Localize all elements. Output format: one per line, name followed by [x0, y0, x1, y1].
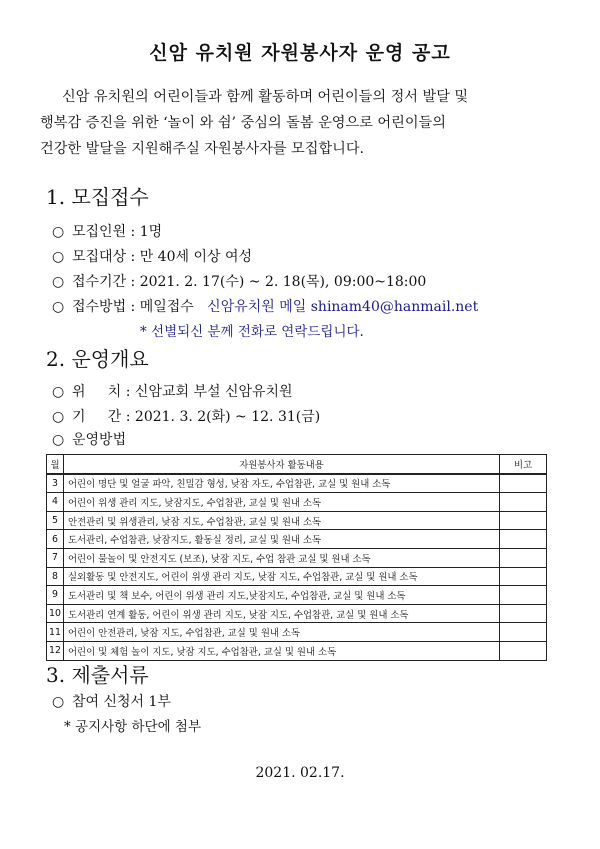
operation-method-item	[52, 429, 126, 449]
row-activity: 어린이 명단 및 얼굴 파악, 친밀감 형성, 낮잠 자도, 수업참관, 교실 및 원내 소독	[64, 474, 500, 493]
section-heading-recruitment: 1. 모집접수	[46, 185, 149, 209]
intro-line: 건강한 발달을 지원해주실 자원봉사자를 모집합니다.	[40, 141, 365, 157]
table-row	[47, 548, 547, 567]
item-text: 접수방법 : 메일접수	[72, 299, 194, 315]
attachment-note: * 공지사항 하단에 첨부	[64, 719, 201, 735]
recruit-target-item	[52, 246, 252, 266]
contact-note: * 선별되신 분께 전화로 연락드립니다.	[140, 324, 364, 340]
circle-bullet-icon: ○	[52, 299, 65, 315]
table-row	[47, 530, 547, 549]
application-period-item	[52, 271, 426, 291]
header-remark: 비고	[500, 455, 547, 474]
row-activity: 어린이 안전관리, 낮잠 지도, 수업참관, 교실 및 원내 소독	[64, 623, 500, 642]
row-month: 5	[47, 511, 64, 530]
row-activity: 어린이 위생 관리 지도, 낮잠지도, 수업참관, 교실 및 원내 소독	[64, 493, 500, 512]
period-item	[52, 406, 320, 426]
row-activity: 어린이 및 체험 놀이 지도, 낮잠 지도, 수업참관, 교실 및 원내 소독	[64, 641, 500, 660]
table-row	[47, 474, 547, 493]
header-activity: 자원봉사자 활동내용	[64, 455, 500, 474]
row-month: 7	[47, 548, 64, 567]
row-month: 10	[47, 604, 64, 623]
item-text: 모집인원 : 1명	[72, 224, 163, 240]
row-month: 8	[47, 567, 64, 586]
row-remark	[500, 604, 547, 623]
item-text: 기 간 : 2021. 3. 2(화) ~ 12. 31(금)	[72, 409, 321, 425]
circle-bullet-icon: ○	[52, 249, 65, 265]
application-method-item	[52, 296, 478, 316]
row-remark	[500, 548, 547, 567]
row-activity: 실외활동 및 안전지도, 어린이 위생 관리 지도, 낮잠 지도, 수업참관, 교실 및 원내 소독	[64, 567, 500, 586]
row-month: 11	[47, 623, 64, 642]
section-heading-documents: 3. 제출서류	[46, 663, 149, 687]
application-form-item	[52, 691, 171, 711]
table-row	[47, 586, 547, 605]
table-row	[47, 641, 547, 660]
row-month: 9	[47, 586, 64, 605]
section-heading-overview: 2. 운영개요	[46, 347, 149, 371]
header-month: 월	[47, 455, 64, 474]
row-remark	[500, 474, 547, 493]
intro-line: 행복감 증진을 위한 ‘놀이 와 쉼’ 중심의 돌봄 운영으로 어린이들의	[40, 115, 446, 131]
row-month: 6	[47, 530, 64, 549]
circle-bullet-icon: ○	[52, 432, 65, 448]
row-remark	[500, 586, 547, 605]
table-row	[47, 604, 547, 623]
item-text: 모집대상 : 만 40세 이상 여성	[72, 249, 253, 265]
circle-bullet-icon: ○	[52, 694, 65, 710]
notice-date: 2021. 02.17.	[255, 765, 345, 781]
row-activity: 안전관리 및 위생관리, 낮잠 지도, 수업참관, 교실 및 원내 소독	[64, 511, 500, 530]
location-item	[52, 381, 293, 401]
row-activity: 도서관리 및 책 보수, 어린이 위생 관리 지도,낮잠지도, 수업참관, 교실 및 원내 소독	[64, 586, 500, 605]
table-header-row	[47, 455, 547, 474]
circle-bullet-icon: ○	[52, 409, 65, 425]
row-remark	[500, 530, 547, 549]
row-activity: 도서관리, 수업참관, 낮잠지도, 활동실 정리, 교실 및 원내 소독	[64, 530, 500, 549]
email-link[interactable]: 신암유치원 메일 shinam40@hanmail.net	[207, 299, 479, 315]
circle-bullet-icon: ○	[52, 224, 65, 240]
table-row	[47, 567, 547, 586]
row-activity: 어린이 물놀이 및 안전지도 (보조), 낮잠 지도, 수업 참관 교실 및 원내 소독	[64, 548, 500, 567]
intro-line: 신암 유치원의 어린이들과 함께 활동하며 어린이들의 정서 발달 및	[62, 89, 469, 105]
row-remark	[500, 641, 547, 660]
row-remark	[500, 567, 547, 586]
table-row	[47, 511, 547, 530]
row-remark	[500, 511, 547, 530]
table-row	[47, 493, 547, 512]
circle-bullet-icon: ○	[52, 384, 65, 400]
item-text: 참여 신청서 1부	[72, 694, 171, 710]
row-activity: 도서관리 연계 활동, 어린이 위생 관리 지도, 낮잠 지도, 수업참관, 교실 및 원내 소독	[64, 604, 500, 623]
table-row	[47, 623, 547, 642]
row-remark	[500, 493, 547, 512]
item-text: 위 치 : 신암교회 부설 신암유치원	[72, 384, 293, 400]
activity-table	[46, 454, 547, 661]
row-month: 12	[47, 641, 64, 660]
row-month: 3	[47, 474, 64, 493]
row-remark	[500, 623, 547, 642]
circle-bullet-icon: ○	[52, 274, 65, 290]
row-month: 4	[47, 493, 64, 512]
item-text: 접수기간 : 2021. 2. 17(수) ~ 2. 18(목), 09:00~18:00	[72, 274, 427, 290]
intro-paragraph	[40, 84, 565, 162]
page-title: 신암 유치원 자원봉사자 운영 공고	[149, 42, 451, 64]
item-text: 운영방법	[72, 432, 127, 448]
recruit-count-item	[52, 221, 162, 241]
